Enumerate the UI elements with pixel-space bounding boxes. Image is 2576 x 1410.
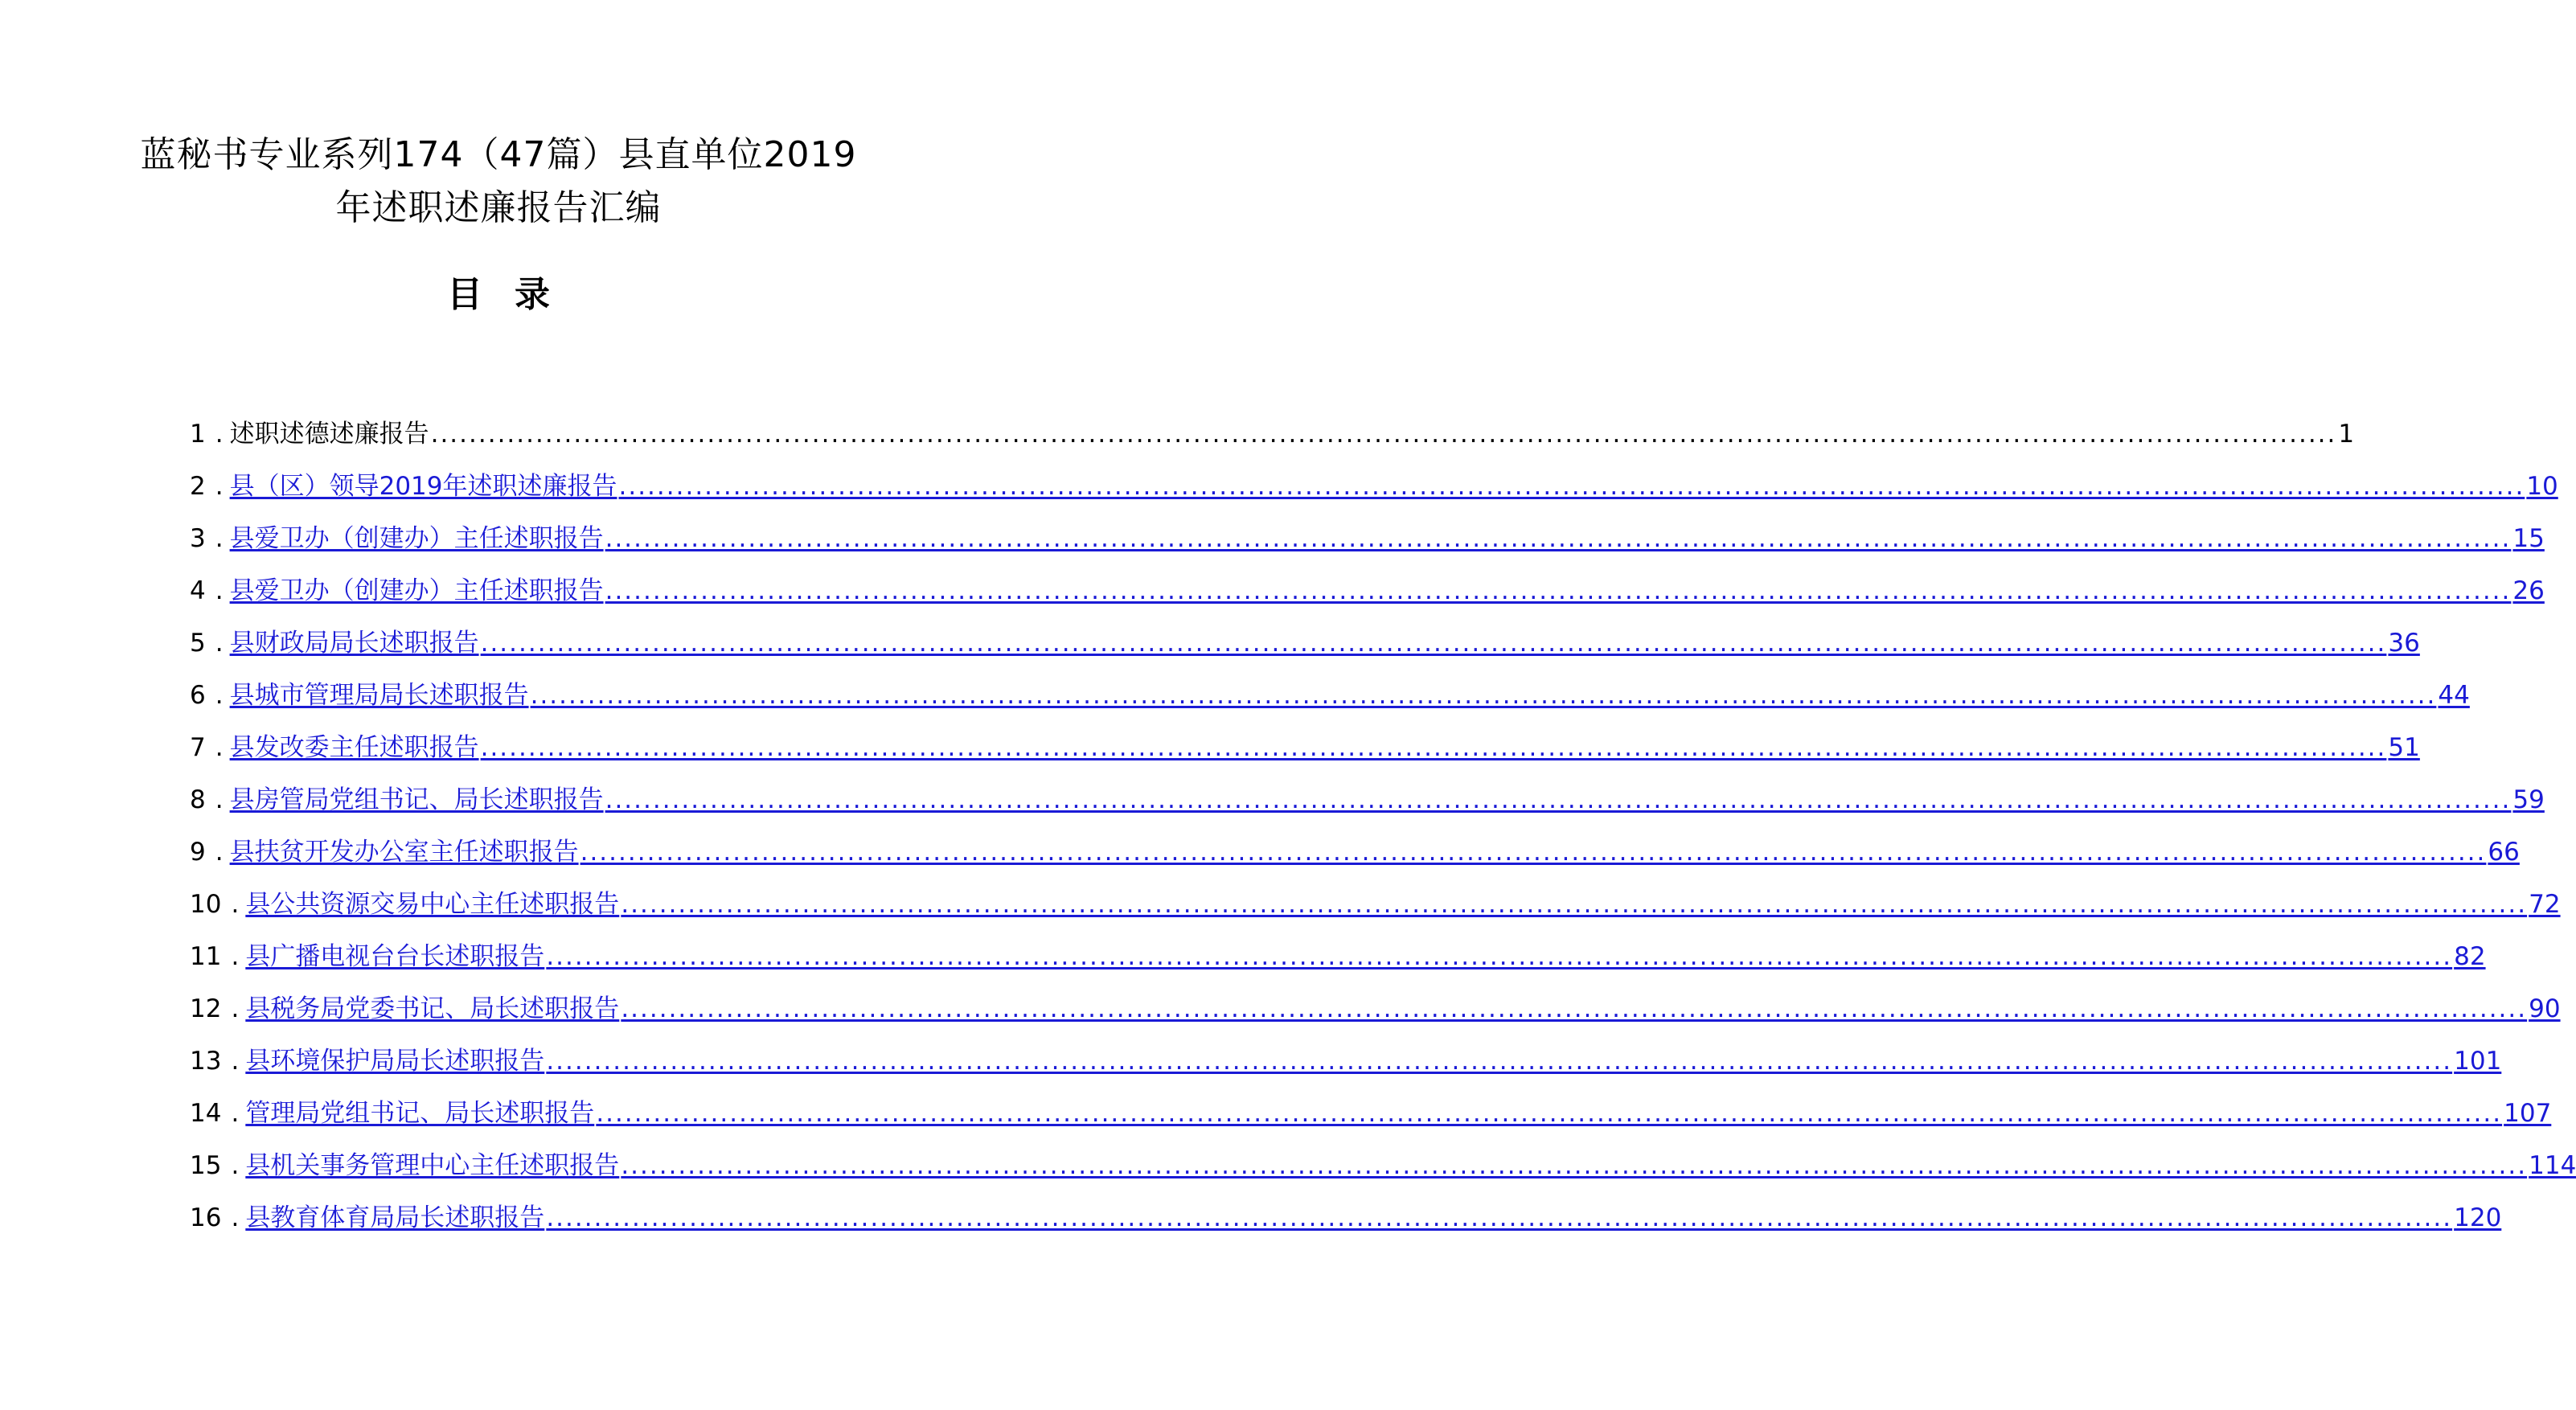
toc-entry-separator: .: [215, 785, 224, 814]
toc-entry-page: 72: [2529, 890, 2561, 919]
toc-entry: [190, 836, 2520, 888]
toc-entry-number: 1: [190, 420, 206, 449]
toc-entry: [190, 627, 2420, 679]
toc-entry-number: 16: [190, 1203, 222, 1232]
toc-entry-number: 10: [190, 890, 222, 919]
toc-entry-title: 管理局党组书记、局长述职报告: [245, 1099, 595, 1128]
toc-entry-link[interactable]: [229, 470, 2558, 502]
toc-entry: [190, 1097, 2552, 1150]
toc-entry-separator: .: [231, 1151, 240, 1180]
toc-entry: [190, 993, 2561, 1045]
toc-entry-number: 6: [190, 681, 206, 710]
toc-entry-page: 101: [2454, 1047, 2502, 1076]
toc-entry: [190, 1150, 2576, 1202]
toc-entry-number: 7: [190, 733, 206, 762]
title-line-2: 年述职述廉报告汇编: [335, 187, 662, 228]
toc-heading: [0, 265, 997, 317]
toc-entry-page: 15: [2512, 524, 2545, 553]
toc-heading-char-1: 目: [447, 274, 482, 315]
toc-leader-dots: ........................................................................................................................................................................................................: [605, 576, 2512, 605]
toc-entry-label: [229, 418, 2355, 450]
toc-leader-dots: ........................................................................................................................................................................................................: [546, 1203, 2453, 1232]
toc-entry-number: 4: [190, 576, 206, 605]
toc-entry-title: 县爱卫办（创建办）主任述职报告: [229, 576, 604, 605]
toc-entry-separator: .: [215, 420, 224, 449]
toc-entry-page: 114: [2529, 1151, 2576, 1180]
toc-entry-title: 县扶贫开发办公室主任述职报告: [229, 838, 579, 867]
toc-leader-dots: ........................................................................................................................................................................................................: [530, 681, 2437, 710]
toc-leader-dots: ........................................................................................................................................................................................................: [430, 420, 2337, 449]
toc-entry: [190, 784, 2545, 836]
toc-entry-title: 县房管局党组书记、局长述职报告: [229, 785, 604, 814]
toc-entry-separator: .: [215, 629, 224, 658]
toc-entry-separator: .: [231, 942, 240, 971]
toc-entry-separator: .: [215, 472, 224, 501]
toc-entry-number: 14: [190, 1099, 222, 1128]
toc-entry-title: 县（区）领导2019年述职述廉报告: [229, 472, 617, 501]
toc-entry-title: 县发改委主任述职报告: [229, 733, 479, 762]
toc-entry-number: 8: [190, 785, 206, 814]
toc-entry-link[interactable]: [245, 1097, 2552, 1129]
toc-entry-page: 107: [2504, 1099, 2552, 1128]
toc-entry-link[interactable]: [245, 888, 2561, 920]
toc-entry-link[interactable]: [229, 679, 2470, 711]
toc-entry-number: 12: [190, 994, 222, 1023]
toc-entry-separator: .: [231, 1203, 240, 1232]
toc-entry-link[interactable]: [229, 575, 2545, 607]
toc-leader-dots: ........................................................................................................................................................................................................: [580, 838, 2487, 867]
toc-entry-title: 县公共资源交易中心主任述职报告: [245, 890, 620, 919]
toc-entry-link[interactable]: [229, 523, 2545, 555]
toc-entry-link[interactable]: [245, 1045, 2502, 1077]
toc-entry-page: 90: [2529, 994, 2561, 1023]
toc-entry-number: 11: [190, 942, 222, 971]
toc-entry-separator: .: [231, 1047, 240, 1076]
toc-entry-page: 36: [2388, 629, 2420, 658]
toc-entry: [190, 679, 2470, 732]
toc-leader-dots: ........................................................................................................................................................................................................: [621, 890, 2528, 919]
toc-entry-page: 1: [2338, 420, 2355, 449]
toc-entry-title: 县广播电视台台长述职报告: [245, 942, 545, 971]
toc-entry-link[interactable]: [229, 784, 2545, 816]
toc-entry-separator: .: [215, 524, 224, 553]
toc-heading-char-2: 录: [515, 274, 550, 315]
toc-entry-separator: .: [231, 1099, 240, 1128]
toc-entry-page: 66: [2488, 838, 2520, 867]
toc-entry-link[interactable]: [229, 732, 2420, 764]
toc-leader-dots: ........................................................................................................................................................................................................: [480, 733, 2387, 762]
toc-entry-number: 9: [190, 838, 206, 867]
toc-entry-title: 县税务局党委书记、局长述职报告: [245, 994, 620, 1023]
toc-entry-title: 县财政局局长述职报告: [229, 629, 479, 658]
toc-entry: [190, 418, 2355, 470]
toc-entry: [190, 1202, 2502, 1254]
title-line-1: 蓝秘书专业系列174（47篇）县直单位2019: [140, 134, 857, 175]
toc-entry-number: 15: [190, 1151, 222, 1180]
toc-entry-page: 82: [2454, 942, 2486, 971]
toc-leader-dots: ........................................................................................................................................................................................................: [605, 785, 2512, 814]
toc-entry-number: 3: [190, 524, 206, 553]
toc-entry-link[interactable]: [245, 1150, 2576, 1182]
toc-entry-link[interactable]: [245, 941, 2486, 973]
toc-leader-dots: ........................................................................................................................................................................................................: [621, 1151, 2528, 1180]
toc-entry-separator: .: [215, 576, 224, 605]
toc-entry-separator: .: [215, 838, 224, 867]
toc-leader-dots: ........................................................................................................................................................................................................: [605, 524, 2512, 553]
toc-entry-title: 县爱卫办（创建办）主任述职报告: [229, 524, 604, 553]
toc-entry: [190, 523, 2545, 575]
document-title: [113, 129, 884, 235]
table-of-contents: [190, 418, 2576, 1254]
toc-leader-dots: ........................................................................................................................................................................................................: [480, 629, 2387, 658]
toc-entry-page: 26: [2512, 576, 2545, 605]
toc-entry-link[interactable]: [245, 993, 2561, 1025]
toc-leader-dots: ........................................................................................................................................................................................................: [618, 472, 2525, 501]
toc-leader-dots: ........................................................................................................................................................................................................: [546, 1047, 2453, 1076]
toc-entry-number: 13: [190, 1047, 222, 1076]
toc-entry: [190, 1045, 2502, 1097]
toc-entry-number: 2: [190, 472, 206, 501]
toc-entry-separator: .: [231, 890, 240, 919]
toc-entry-page: 44: [2438, 681, 2470, 710]
toc-entry-page: 120: [2454, 1203, 2502, 1232]
toc-entry: [190, 941, 2486, 993]
toc-leader-dots: ........................................................................................................................................................................................................: [546, 942, 2453, 971]
toc-entry-separator: .: [231, 994, 240, 1023]
toc-entry-title: 县城市管理局局长述职报告: [229, 681, 529, 710]
toc-entry-title: 县环境保护局局长述职报告: [245, 1047, 545, 1076]
toc-entry-page: 59: [2512, 785, 2545, 814]
toc-entry-number: 5: [190, 629, 206, 658]
toc-entry: [190, 732, 2420, 784]
toc-entry-link[interactable]: [229, 836, 2520, 868]
toc-entry-page: 10: [2526, 472, 2558, 501]
toc-entry-page: 51: [2388, 733, 2420, 762]
toc-entry: [190, 575, 2545, 627]
toc-leader-dots: ........................................................................................................................................................................................................: [596, 1099, 2503, 1128]
toc-entry: [190, 888, 2561, 941]
toc-leader-dots: ........................................................................................................................................................................................................: [621, 994, 2528, 1023]
toc-entry-title: 县教育体育局局长述职报告: [245, 1203, 545, 1232]
toc-entry-title: 述职述德述廉报告: [229, 420, 429, 449]
toc-entry-link[interactable]: [229, 627, 2420, 659]
toc-entry-title: 县机关事务管理中心主任述职报告: [245, 1151, 620, 1180]
toc-entry-separator: .: [215, 733, 224, 762]
toc-entry-separator: .: [215, 681, 224, 710]
toc-entry-link[interactable]: [245, 1202, 2502, 1234]
toc-entry: [190, 470, 2558, 523]
